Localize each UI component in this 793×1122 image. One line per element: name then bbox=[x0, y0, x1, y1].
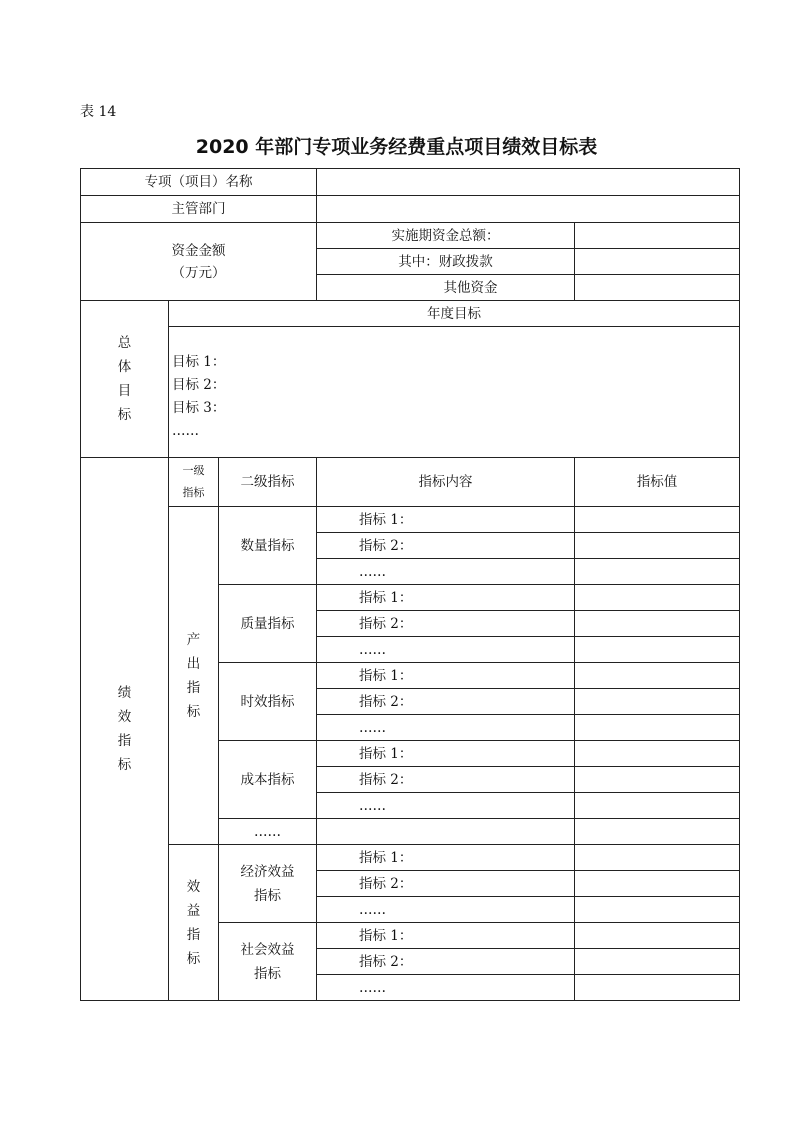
other-funds-field[interactable] bbox=[575, 275, 740, 301]
level2-header: 二级指标 bbox=[219, 458, 317, 507]
annual-goal-field[interactable] bbox=[169, 327, 740, 458]
indicator-content[interactable]: …… bbox=[317, 637, 575, 663]
indicator-value[interactable] bbox=[575, 949, 740, 975]
dept-label: 主管部门 bbox=[81, 196, 317, 223]
indicator-value[interactable] bbox=[575, 559, 740, 585]
level1-header: 一级 指标 bbox=[169, 458, 219, 507]
indicator-content[interactable]: 指标 1： bbox=[317, 845, 575, 871]
indicator-content[interactable]: …… bbox=[317, 559, 575, 585]
funds-label-cell bbox=[81, 223, 317, 301]
funds-label: 资金金额 bbox=[171, 242, 226, 259]
indicator-value[interactable] bbox=[575, 845, 740, 871]
indicator-content[interactable]: 指标 2： bbox=[317, 949, 575, 975]
indicator-content[interactable]: …… bbox=[317, 715, 575, 741]
indicator-value[interactable] bbox=[575, 767, 740, 793]
quality-indicator: 质量指标 bbox=[219, 585, 317, 663]
indicator-content[interactable]: 指标 1： bbox=[317, 741, 575, 767]
indicator-value[interactable] bbox=[575, 689, 740, 715]
indicator-value[interactable] bbox=[575, 819, 740, 845]
indicator-value[interactable] bbox=[575, 533, 740, 559]
indicator-content[interactable]: …… bbox=[317, 793, 575, 819]
other-funds-label: 其他资金 bbox=[317, 275, 575, 301]
more-output-indicator: …… bbox=[219, 819, 317, 845]
indicator-content[interactable] bbox=[317, 819, 575, 845]
dept-field[interactable] bbox=[317, 196, 740, 223]
indicator-value[interactable] bbox=[575, 975, 740, 1001]
indicator-content[interactable]: 指标 1： bbox=[317, 507, 575, 533]
benefit-indicator-label: 效 益 指 标 bbox=[169, 845, 219, 1001]
total-funds-field[interactable] bbox=[575, 223, 740, 249]
fiscal-funds-field[interactable] bbox=[575, 249, 740, 275]
indicator-content[interactable]: 指标 1： bbox=[317, 923, 575, 949]
output-indicator-label: 产 出 指 标 bbox=[169, 507, 219, 845]
overall-goal-label: 总 体 目 标 bbox=[81, 301, 169, 458]
indicator-value[interactable] bbox=[575, 715, 740, 741]
indicator-value[interactable] bbox=[575, 507, 740, 533]
indicator-content[interactable]: …… bbox=[317, 897, 575, 923]
indicator-content[interactable]: 指标 1： bbox=[317, 585, 575, 611]
fiscal-funds-label: 其中：财政拨款 bbox=[317, 249, 575, 275]
indicator-value[interactable] bbox=[575, 663, 740, 689]
indicator-value[interactable] bbox=[575, 793, 740, 819]
indicator-content[interactable]: 指标 1： bbox=[317, 663, 575, 689]
table-number-label: 表 14 bbox=[80, 104, 117, 120]
content-header: 指标内容 bbox=[317, 458, 575, 507]
indicator-value[interactable] bbox=[575, 611, 740, 637]
quantity-indicator: 数量指标 bbox=[219, 507, 317, 585]
document-title: 2020 年部门专项业务经费重点项目绩效目标表 bbox=[195, 136, 598, 158]
indicator-content[interactable]: …… bbox=[317, 975, 575, 1001]
social-benefit-indicator: 社会效益 指标 bbox=[219, 923, 317, 1001]
project-name-field[interactable] bbox=[317, 169, 740, 196]
project-name-label: 专项（项目）名称 bbox=[81, 169, 317, 196]
indicator-value[interactable] bbox=[575, 923, 740, 949]
annual-goal-header: 年度目标 bbox=[169, 301, 740, 327]
indicator-value[interactable] bbox=[575, 741, 740, 767]
value-header: 指标值 bbox=[575, 458, 740, 507]
indicator-content[interactable]: 指标 2： bbox=[317, 767, 575, 793]
goal-1: 目标 1： bbox=[172, 354, 226, 370]
performance-indicator-label: 绩 效 指 标 bbox=[81, 458, 169, 1001]
indicator-content[interactable]: 指标 2： bbox=[317, 533, 575, 559]
funds-unit: （万元） bbox=[171, 264, 226, 281]
indicator-content[interactable]: 指标 2： bbox=[317, 689, 575, 715]
indicator-content[interactable]: 指标 2： bbox=[317, 871, 575, 897]
indicator-value[interactable] bbox=[575, 871, 740, 897]
goal-3: 目标 3： bbox=[172, 400, 226, 416]
cost-indicator: 成本指标 bbox=[219, 741, 317, 819]
total-funds-label: 实施期资金总额： bbox=[317, 223, 575, 249]
timeliness-indicator: 时效指标 bbox=[219, 663, 317, 741]
indicator-value[interactable] bbox=[575, 637, 740, 663]
indicator-value[interactable] bbox=[575, 585, 740, 611]
indicator-value[interactable] bbox=[575, 897, 740, 923]
indicator-content[interactable]: 指标 2： bbox=[317, 611, 575, 637]
goal-more: …… bbox=[172, 423, 199, 439]
goal-2: 目标 2： bbox=[172, 377, 226, 393]
economic-benefit-indicator: 经济效益 指标 bbox=[219, 845, 317, 923]
performance-target-table bbox=[80, 168, 740, 1001]
